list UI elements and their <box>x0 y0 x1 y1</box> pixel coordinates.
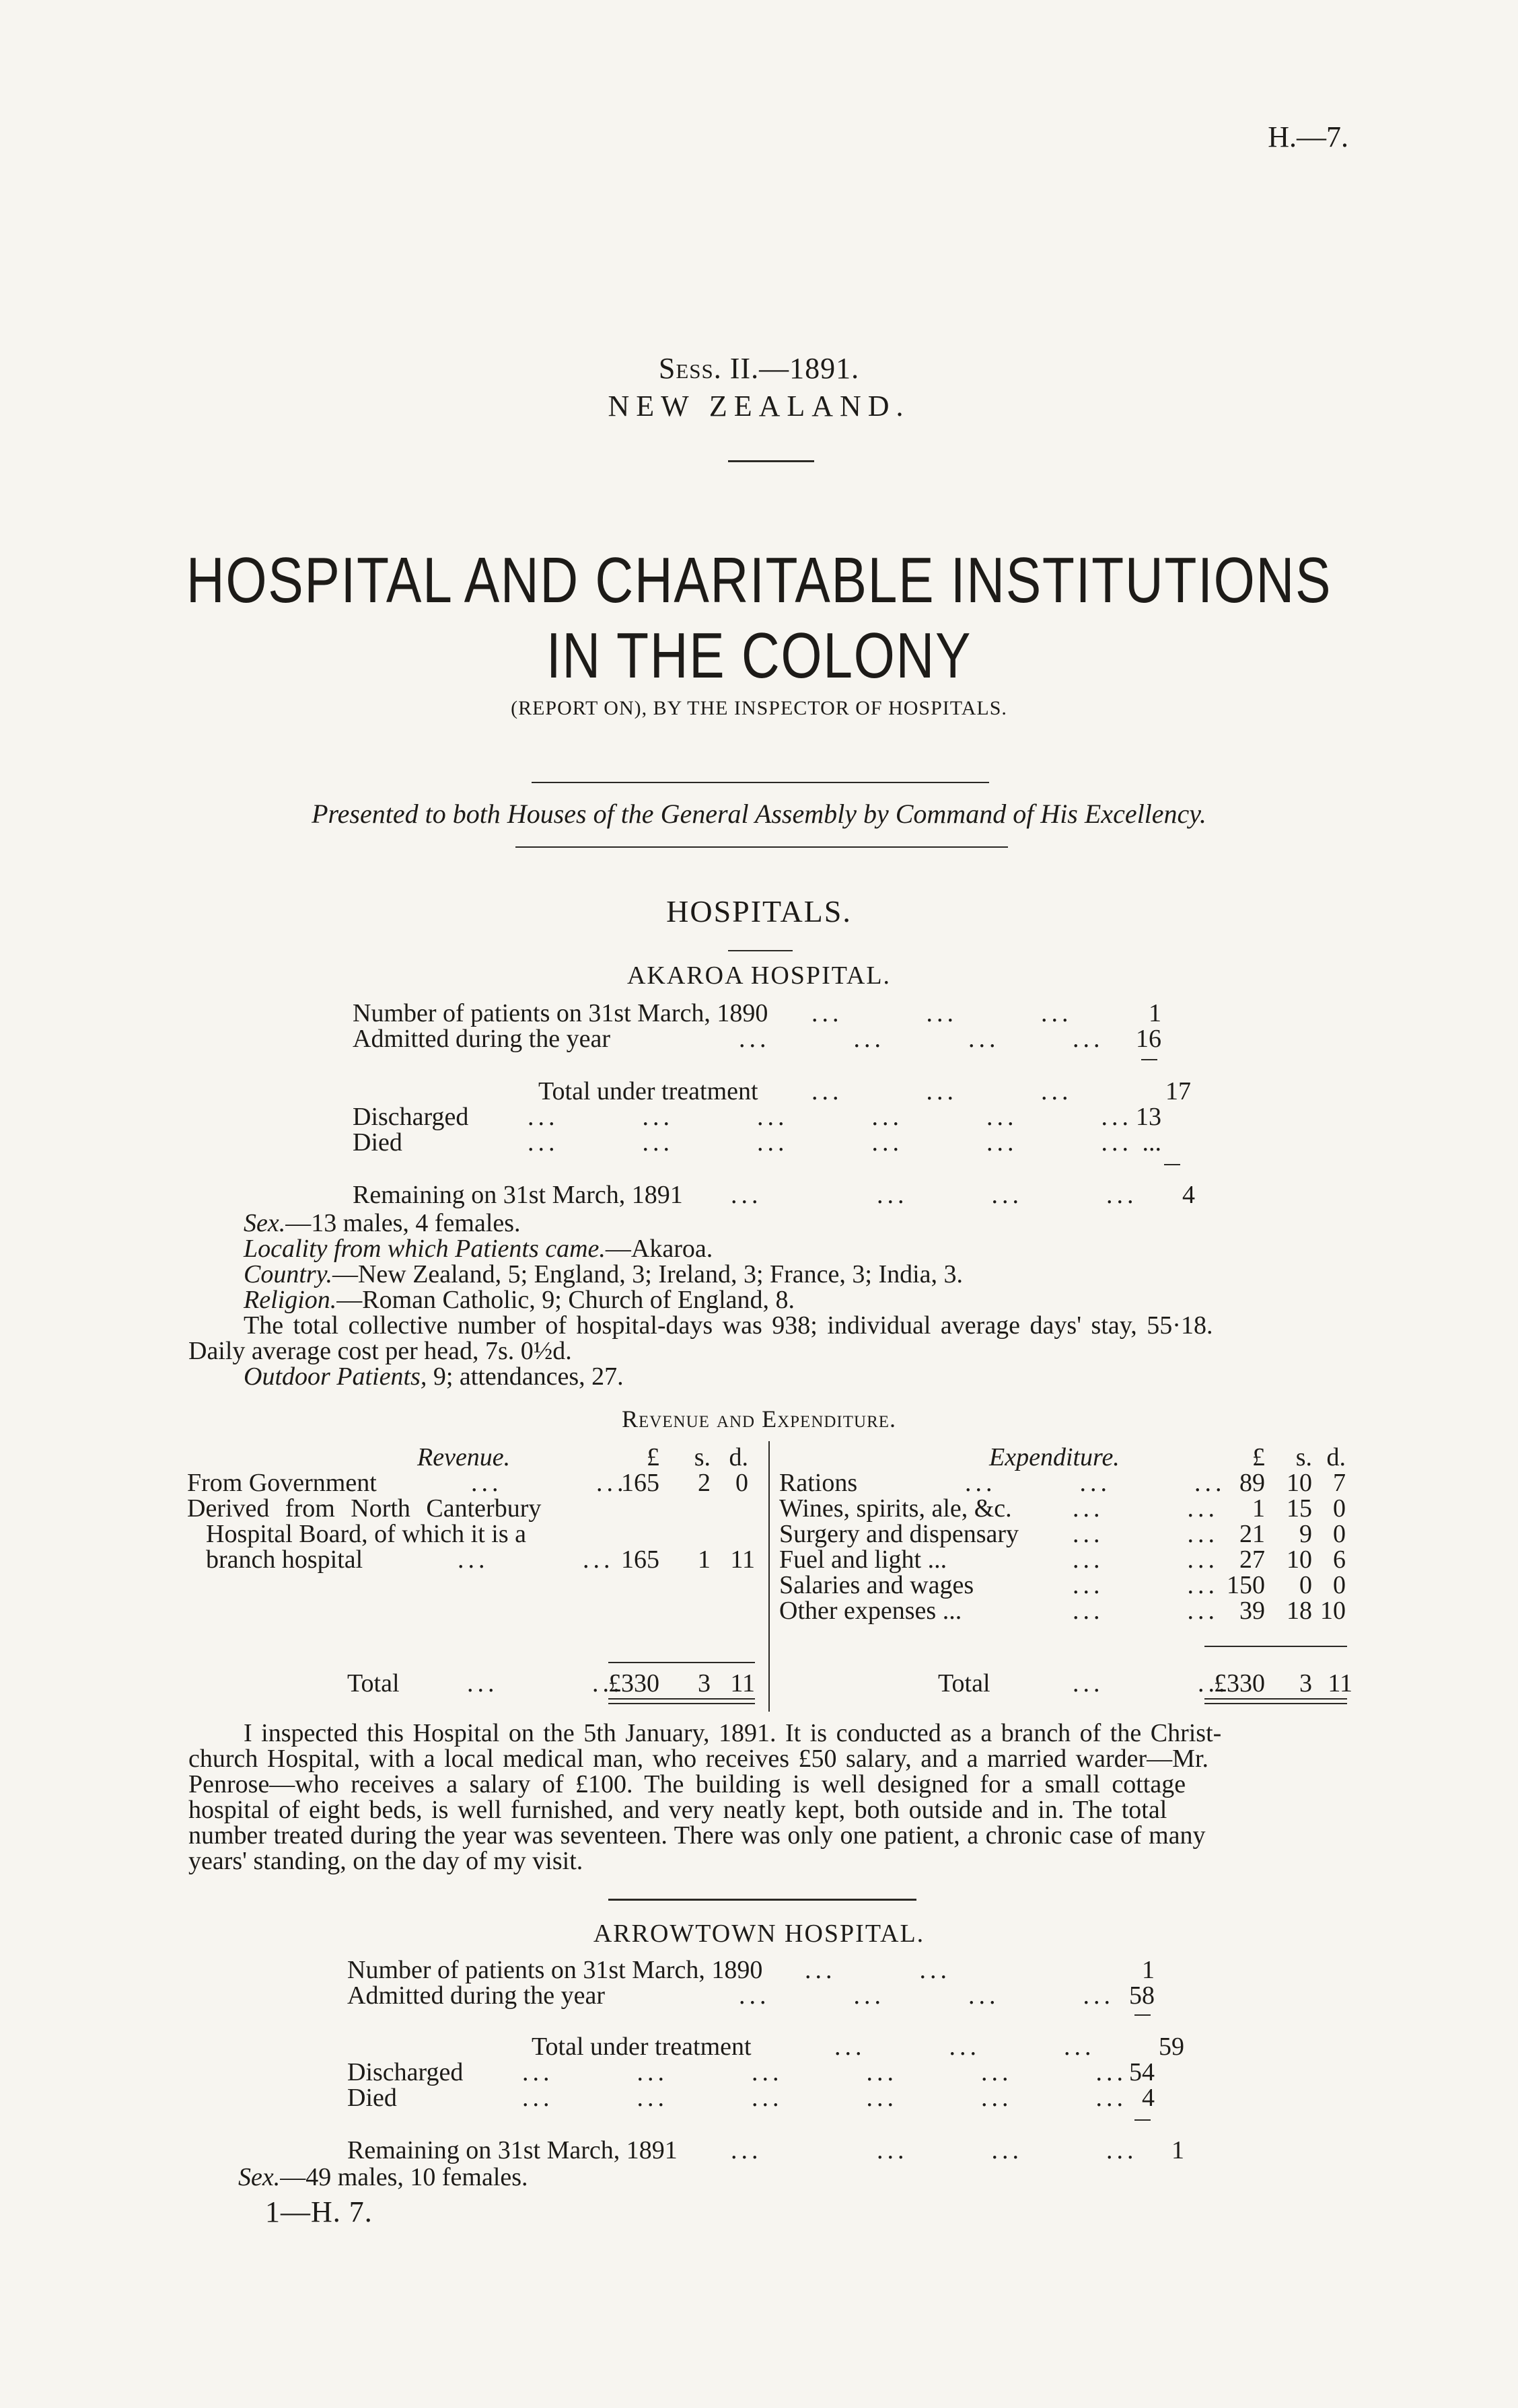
arrowtown-admitted-label: Admitted during the year <box>347 1981 606 2010</box>
expenditure-item-pence: 6 <box>1333 1545 1346 1574</box>
sum-rule <box>1134 2119 1151 2121</box>
leader-dots: ... ... <box>1073 1669 1229 1698</box>
expenditure-item-label: Surgery and dispensary <box>779 1520 1019 1548</box>
leader-dots: ... ... <box>467 1669 624 1698</box>
expenditure-item-shillings: 15 <box>1287 1494 1312 1523</box>
revenue-item-pounds: 165 <box>621 1545 659 1574</box>
akaroa-total-value: 17 <box>1165 1077 1191 1105</box>
paragraph-line: Penrose—who receives a salary of £100. The building is well designed for a small cottage <box>188 1770 1186 1798</box>
col-pence: d. <box>1326 1443 1346 1471</box>
section-divider <box>608 1899 916 1901</box>
leader-dots: ... ... <box>1073 1520 1219 1548</box>
paragraph-line: years' standing, on the day of my visit. <box>188 1847 583 1875</box>
sum-rule <box>1134 2014 1151 2016</box>
expenditure-item-pence: 0 <box>1333 1494 1346 1523</box>
revenue-item-label: Hospital Board, of which it is a <box>206 1520 526 1548</box>
akaroa-days-line: The total collective number of hospital-days was 938; individual average days' stay, 55·18. <box>244 1311 1213 1340</box>
title-line-1: HOSPITAL AND CHARITABLE INSTITUTIONS <box>186 544 1332 616</box>
leader-dots: ... ... ... ... ... ... <box>522 2084 1127 2112</box>
expenditure-total-shillings: 3 <box>1299 1669 1312 1698</box>
expenditure-item-pounds: 150 <box>1227 1571 1265 1599</box>
expenditure-item-pounds: 89 <box>1239 1469 1265 1497</box>
col-pounds: £ <box>1252 1443 1265 1471</box>
expenditure-item-label: Other expenses ... <box>779 1597 962 1625</box>
expenditure-item-pounds: 1 <box>1252 1494 1265 1523</box>
sex-text: —13 males, 4 females. <box>285 1209 521 1237</box>
revenue-item-pence: 11 <box>730 1545 755 1574</box>
expenditure-item-shillings: 18 <box>1287 1597 1312 1625</box>
session-line: Sess. II.—1891. <box>658 352 860 385</box>
expenditure-item-pounds: 21 <box>1239 1520 1265 1548</box>
sum-rule <box>608 1662 755 1663</box>
revenue-item-shillings: 1 <box>698 1545 711 1574</box>
expenditure-total-label: Total <box>938 1669 990 1698</box>
presented-line: Presented to both Houses of the General Assembly by Command of His Excellency. <box>312 799 1206 829</box>
paragraph-line: hospital of eight beds, is well furnished, and very neatly kept, both outside and in. The total <box>188 1796 1167 1824</box>
leader-dots: ... ... ... <box>811 1077 1073 1105</box>
expenditure-total-pounds: £330 <box>1214 1669 1265 1698</box>
sum-rule <box>1204 1646 1347 1647</box>
akaroa-died-label: Died <box>353 1128 402 1157</box>
expenditure-item-label: Rations <box>779 1469 858 1497</box>
expenditure-item-label: Fuel and light ... <box>779 1545 947 1574</box>
revenue-heading: Revenue. <box>417 1443 511 1471</box>
leader-dots: ... ... <box>1073 1597 1219 1625</box>
akaroa-outdoor <box>244 1362 624 1391</box>
akaroa-patients-value: 1 <box>1149 999 1161 1027</box>
country-line: NEW ZEALAND. <box>608 390 910 423</box>
leader-dots: ... ... <box>1073 1571 1219 1599</box>
expenditure-item-pence: 10 <box>1320 1597 1346 1625</box>
total-double-rule <box>1204 1698 1347 1704</box>
expenditure-item-pounds: 27 <box>1239 1545 1265 1574</box>
akaroa-total-label: Total under treatment <box>538 1077 758 1105</box>
col-shillings: s. <box>694 1443 711 1471</box>
akaroa-discharged-value: 13 <box>1136 1103 1161 1131</box>
arrowtown-died-value: 4 <box>1142 2084 1155 2112</box>
leader-dots: ... ... <box>805 1956 951 1984</box>
paragraph-line: I inspected this Hospital on the 5th January, 1891. It is conducted as a branch of the Christ- <box>244 1719 1222 1747</box>
sex-label: Sex. <box>238 2163 281 2191</box>
country-label: Country. <box>244 1260 332 1288</box>
arrowtown-remaining-value: 1 <box>1171 2136 1184 2164</box>
arrowtown-sex <box>238 2162 528 2192</box>
leader-dots: ... ... ... ... <box>731 1181 1138 1209</box>
expenditure-total-pence: 11 <box>1328 1669 1352 1698</box>
col-pence: d. <box>729 1443 748 1471</box>
leader-dots: ... ... ... ... ... ... <box>528 1103 1132 1131</box>
akaroa-daily-cost: Daily average cost per head, 7s. 0½d. <box>188 1337 572 1365</box>
total-double-rule <box>608 1698 755 1704</box>
revenue-total-pounds: £330 <box>608 1669 659 1698</box>
leader-dots: ... ... <box>458 1545 614 1574</box>
expenditure-item-pence: 7 <box>1333 1469 1346 1497</box>
expenditure-item-pence: 0 <box>1333 1520 1346 1548</box>
locality-label: Locality from which Patients came. <box>244 1235 606 1263</box>
revenue-item-pounds: 165 <box>621 1469 659 1497</box>
sum-rule <box>1141 1059 1157 1060</box>
expenditure-item-label: Wines, spirits, ale, &c. <box>779 1494 1012 1523</box>
leader-dots: ... ... <box>1073 1545 1219 1574</box>
divider <box>515 846 1008 848</box>
leader-dots: ... ... ... ... <box>731 2136 1138 2164</box>
religion-label: Religion. <box>244 1286 337 1314</box>
divider <box>728 460 814 462</box>
leader-dots: ... ... ... ... <box>739 1025 1104 1053</box>
subtitle: (REPORT ON), BY THE INSPECTOR OF HOSPITALS. <box>511 697 1007 719</box>
revenue-item-label: Derived from North Canterbury <box>187 1494 542 1523</box>
locality-text: —Akaroa. <box>605 1235 713 1263</box>
col-shillings: s. <box>1295 1443 1312 1471</box>
revenue-total-label: Total <box>347 1669 400 1698</box>
divider <box>728 950 793 951</box>
akaroa-died-value: ... <box>1142 1128 1161 1157</box>
akaroa-discharged-label: Discharged <box>353 1103 469 1131</box>
leader-dots: ... ... ... <box>834 2033 1095 2061</box>
expenditure-item-label: Salaries and wages <box>779 1571 974 1599</box>
col-pounds: £ <box>647 1443 659 1471</box>
akaroa-remaining-value: 4 <box>1182 1181 1195 1209</box>
akaroa-patients-label: Number of patients on 31st March, 1890 <box>353 999 768 1027</box>
revenue-item-shillings: 2 <box>698 1469 711 1497</box>
outdoor-label: Outdoor Patients, <box>244 1362 427 1391</box>
outdoor-text: 9; attendances, 27. <box>427 1362 624 1391</box>
expenditure-heading: Expenditure. <box>989 1443 1120 1471</box>
expenditure-item-pounds: 39 <box>1239 1597 1265 1625</box>
table-divider <box>768 1441 770 1712</box>
leader-dots: ... ... ... <box>965 1469 1226 1497</box>
revenue-item-pence: 0 <box>735 1469 748 1497</box>
revenue-total-pence: 11 <box>730 1669 755 1698</box>
leader-dots: ... ... ... ... ... ... <box>522 2058 1127 2086</box>
divider <box>532 782 989 783</box>
country-text: —New Zealand, 5; England, 3; Ireland, 3; France, 3; India, 3. <box>332 1260 964 1288</box>
section-heading: HOSPITALS. <box>666 894 852 928</box>
arrowtown-total-value: 59 <box>1159 2033 1184 2061</box>
page-reference: H.—7. <box>1268 120 1348 153</box>
arrowtown-heading: ARROWTOWN HOSPITAL. <box>593 1920 925 1948</box>
revenue-item-label: branch hospital <box>206 1545 363 1574</box>
akaroa-admitted-value: 16 <box>1136 1025 1161 1053</box>
religion-text: —Roman Catholic, 9; Church of England, 8. <box>336 1286 795 1314</box>
expenditure-item-shillings: 9 <box>1299 1520 1312 1548</box>
arrowtown-discharged-label: Discharged <box>347 2058 464 2086</box>
leader-dots: ... ... ... ... <box>739 1981 1114 2010</box>
signature-mark: 1—H. 7. <box>265 2195 373 2228</box>
arrowtown-total-label: Total under treatment <box>532 2033 752 2061</box>
paragraph-line: number treated during the year was seventeen. There was only one patient, a chronic case of many <box>188 1821 1206 1850</box>
arrowtown-died-label: Died <box>347 2084 397 2112</box>
expenditure-item-pence: 0 <box>1333 1571 1346 1599</box>
sex-text: —49 males, 10 females. <box>280 2163 528 2191</box>
expenditure-item-shillings: 10 <box>1287 1469 1312 1497</box>
akaroa-admitted-label: Admitted during the year <box>353 1025 611 1053</box>
title-line-2: IN THE COLONY <box>546 620 972 692</box>
revenue-total-shillings: 3 <box>698 1669 711 1698</box>
sex-label: Sex. <box>244 1209 286 1237</box>
arrowtown-discharged-value: 54 <box>1129 2058 1155 2086</box>
akaroa-heading: AKAROA HOSPITAL. <box>626 961 892 990</box>
leader-dots: ... ... <box>1073 1494 1219 1523</box>
expenditure-item-shillings: 10 <box>1287 1545 1312 1574</box>
arrowtown-remaining-label: Remaining on 31st March, 1891 <box>347 2136 678 2164</box>
akaroa-remaining-label: Remaining on 31st March, 1891 <box>353 1181 683 1209</box>
arrowtown-patients-label: Number of patients on 31st March, 1890 <box>347 1956 763 1984</box>
sum-rule <box>1164 1164 1180 1165</box>
leader-dots: ... ... <box>471 1469 628 1497</box>
leader-dots: ... ... ... <box>811 999 1073 1027</box>
paragraph-line: church Hospital, with a local medical man, who receives £50 salary, and a married warder—Mr. <box>188 1745 1209 1773</box>
expenditure-item-shillings: 0 <box>1299 1571 1312 1599</box>
arrowtown-admitted-value: 58 <box>1129 1981 1155 2010</box>
rev-exp-heading: Revenue and Expenditure. <box>621 1406 897 1432</box>
revenue-item-label: From Government <box>187 1469 377 1497</box>
arrowtown-patients-value: 1 <box>1142 1956 1155 1984</box>
leader-dots: ... ... ... ... ... ... <box>528 1128 1132 1157</box>
